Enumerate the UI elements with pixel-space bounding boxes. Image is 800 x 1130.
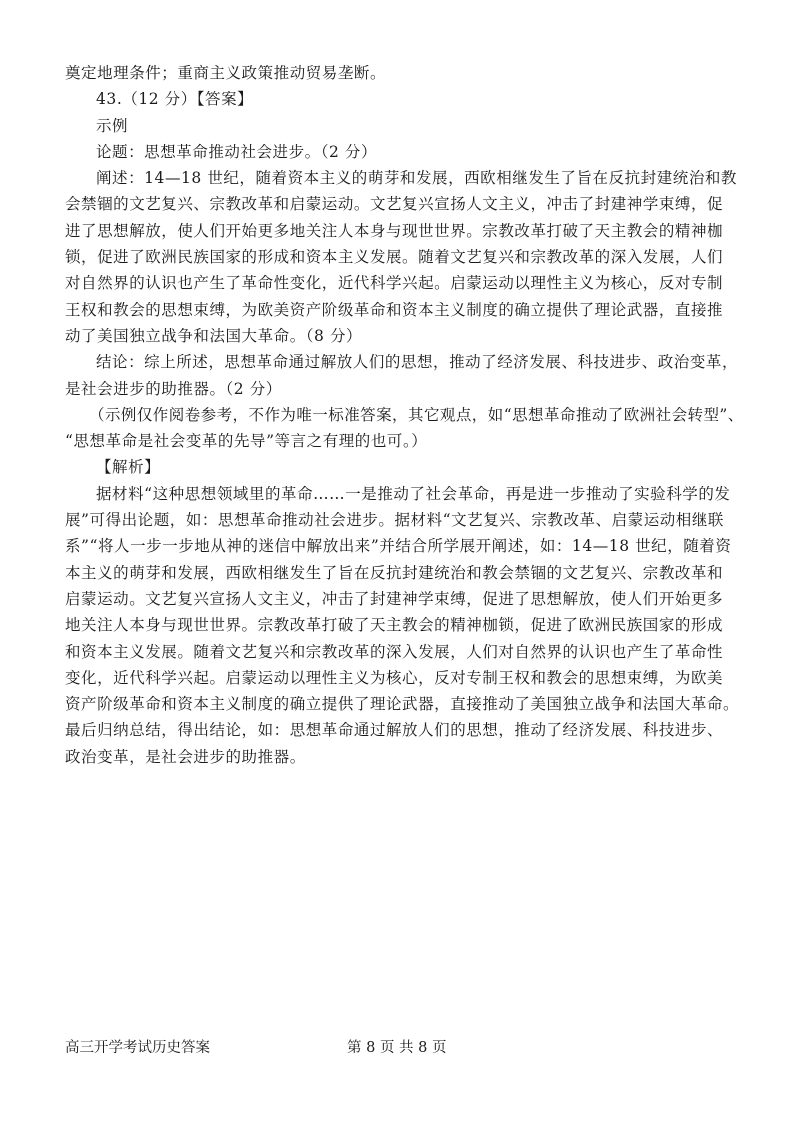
note-line: “思想革命是社会变革的先导”等言之有理的也可。） [65, 432, 428, 451]
analysis-line: 系”“将人一步一步地从神的迷信中解放出来”并结合所学展开阐述，如：14—18 世纪，随着资 [65, 537, 732, 556]
analysis-line: 变化，近代科学兴起。启蒙运动以理性主义为核心，反对专制王权和教会的思想束缚，为欧美 [65, 668, 724, 687]
page-footer [65, 1035, 745, 1061]
analysis-line: 启蒙运动。文艺复兴宣扬人文主义，冲击了封建神学束缚，促进了思想解放，使人们开始更多 [65, 589, 724, 608]
analysis-line: 本主义的萌芽和发展，西欧相继发生了旨在反抗封建统治和教会禁锢的文艺复兴、宗教改革和 [65, 563, 724, 582]
analysis-line: 政治变革，是社会进步的助推器。 [65, 747, 306, 766]
elaboration-line: 对自然界的认识也产生了革命性变化，近代科学兴起。启蒙运动以理性主义为核心，反对专制 [65, 274, 724, 293]
analysis-line: 据材料“这种思想领域里的革命……一是推动了社会革命，再是进一步推动了实验科学的发 [96, 484, 731, 503]
analysis-line: 最后归纳总结，得出结论，如：思想革命通过解放人们的思想，推动了经济发展、科技进步、 [65, 721, 724, 740]
conclusion-line: 是社会进步的助推器。（2 分） [65, 379, 282, 398]
text-line: 奠定地理条件；重商主义政策推动贸易垄断。 [65, 64, 387, 82]
note-line: （示例仅作阅卷参考，不作为唯一标准答案，其它观点，如“思想革命推动了欧洲社会转型”、 [89, 405, 744, 424]
footer-title: 高三开学考试历史答案 [65, 1040, 210, 1056]
question-43-heading: 43.（12 分）【答案】 [96, 90, 254, 109]
analysis-line: 和资本主义发展。随着文艺复兴和宗教改革的深入发展，人们对自然界的认识也产生了革命性 [65, 642, 724, 661]
page-number: 第 8 页 共 8 页 [347, 1040, 447, 1056]
analysis-heading: 【解析】 [96, 458, 161, 477]
analysis-line: 地关注人本身与现世世界。宗教改革打破了天主教会的精神枷锁，促进了欧洲民族国家的形成 [65, 616, 724, 635]
elaboration-line: 王权和教会的思想束缚，为欧美资产阶级革命和资本主义制度的确立提供了理论武器，直接推 [65, 300, 724, 319]
elaboration-line: 阐述：14—18 世纪，随着资本主义的萌芽和发展，西欧相继发生了旨在反抗封建统治和教 [96, 169, 737, 188]
conclusion-line: 结论：综上所述，思想革命通过解放人们的思想，推动了经济发展、科技进步、政治变革， [96, 353, 739, 372]
analysis-line: 展”可得出论题，如：思想革命推动社会进步。据材料“文艺复兴、宗教改革、启蒙运动相继联 [65, 511, 724, 530]
elaboration-line: 锁，促进了欧洲民族国家的形成和资本主义发展。随着文艺复兴和宗教改革的深入发展，人们 [65, 248, 724, 267]
example-label: 示例 [96, 116, 129, 135]
answer-content [65, 60, 745, 770]
elaboration-line: 动了美国独立战争和法国大革命。（8 分） [65, 326, 363, 345]
thesis-line: 论题：思想革命推动社会进步。（2 分） [96, 142, 377, 161]
elaboration-line: 进了思想解放，使人们开始更多地关注人本身与现世世界。宗教改革打破了天主教会的精神枷 [65, 221, 724, 240]
elaboration-line: 会禁锢的文艺复兴、宗教改革和启蒙运动。文艺复兴宣扬人文主义，冲击了封建神学束缚，促 [65, 195, 724, 214]
analysis-line: 资产阶级革命和资本主义制度的确立提供了理论武器，直接推动了美国独立战争和法国大革命。 [65, 695, 740, 714]
